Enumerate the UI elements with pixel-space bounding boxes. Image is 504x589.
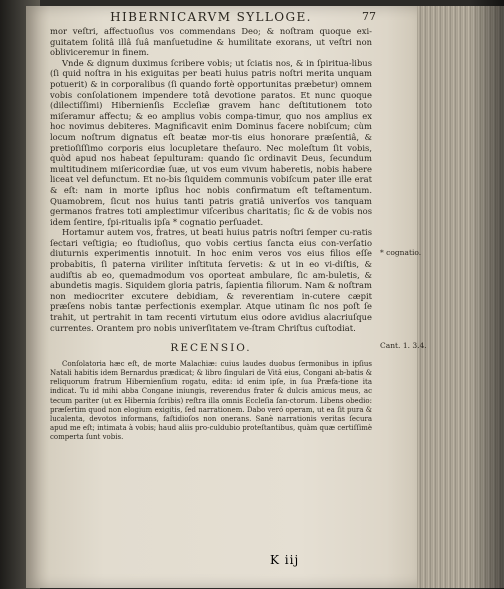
running-head-title: HIBERNICARVM SYLLOGE. [110, 10, 312, 24]
paragraph-3: Hortamur autem vos, fratres, ut beati huius patris noſtri ſemper cu-ratis ſectari veſtigia; eo ſtudioſius, quo vobis certius ſancta eius con-verſatio diuturnis experimentis innotuit. In hoc enim veros vos eius filios eſſe probabitis, ſi paterna viriliter inſtituta ſervetis: & ut in eo vi-diſtis, & audiſtis ab eo, quemadmodum vos oporteat ambulare, ſic am-buletis, & abundetis magis. Siquidem gloria patris, ſapientia filiorum. Nam & noſtram non mediocriter excutere debidiam, & reverentiam in-cutere cæpit præſens nobis tantæ perfectionis exemplar. Atque utinam ſic nos poſt ſe trahit, ut pertrahit in tam recenti virtutum eius odore avidius alacriuſque currentes. Orantem pro nobis univerſitatem ve-ſtram Chriſtus cuſtodiat. [50, 227, 372, 333]
section-title: RECENSIO. [170, 342, 252, 355]
recensio-summary: Conſolatoria hæc eſt, de morte Malachiæ: cuius laudes duobus ſermonibus in ipſius Natali habitis idem Bernardus prædicat; & libro ſingulari de Vitâ eius, Congani ab-batis & reliquorum fratrum Hibernienſium rogatu, edita: id enim ipſe, in ſua Præfa-tione ita indicat. Tu id mihi abba Congane iniungis, reverendus frater & dulcis amicus meus, ac tecum pariter (ut ex Hibernia ſcribis) reſtra illa omnis Eccleſia ſan-ctorum. Libens obedio: præſertim quod non elogium exigitis, ſed narrationem. Dabo veró operam, ut ea ſit pura & lucalenta, devotos informans, faſtidioſos non onerans. Sanè narrationis veritas ſecura apud me eſt; intimata à vobis; haud aliis pro-culdubio proteſtantibus, quàm quæ certiſſimè comperta ſunt vobis. [50, 359, 372, 442]
margin-note-cognatio: * cognatio. [380, 248, 422, 257]
margin-note-canticle: Cant. 1. 3.4. [380, 341, 427, 350]
running-head [50, 8, 376, 26]
signature-mark: K iij [270, 553, 300, 567]
paragraph-2: Vnde & dignum duximus ſcribere vobis; ut ſciatis nos, & in ſpiritua-libus (ſi quid noſtra in his exiguitas per beati huius patris noſtri merita unquam potuerit) & in corporalibus (ſi quando fortè opportunitas præbetur) omnem vobis conſolationem impendere totâ devotione paratos. Et nunc quoque (dilectiſſimi) Hibernienſis Eccleſiæ gravem hanc deſtitutionem toto miſeramur affectu; & eo amplius vobis compa-timur, quo nos amplius ex hoc novimus debiteres. Magnificavit enim Dominus facere nobiſcum; cùm locum noſtrum dignatus eſt beatæ mor-tis eius honorare præſentiâ, & pretioſiſſimo corporis eius locupletare theſauro. Nec moleſtum ſit vobis, quòd apud nos habeat ſepulturam: quando ſic ordinavit Deus, ſecundum multitudinem miſericordiæ ſuæ, ut vos eum vivum haberetis, nobis habere liceat vel defunctum. Et no-bis ſiquidem communis vobiſcum pater ille erat & eſt: nam in morte ipſius hoc nobis confirmatum eſt teſtamentum. Quamobrem, ſicut nos huius tanti patris gratiâ univerſos vos tanquam germanos fratres toti ampleɛtimur viſceribus charitatis; ſic & de vobis nos idem ſentire, ſpi-ritualis ipſa * cognatio perſuadet. [50, 57, 372, 227]
page-number: 77 [362, 10, 376, 23]
page-content [50, 8, 427, 443]
edge-shadow [470, 0, 504, 589]
paragraph-1: mor veſtri, affectuoſius vos commendans Deo; & noſtram quoque exi-guitatem ſolitâ illâ ſuâ manſuetudine & humilitate exorans, ut veſtri non obliviceremur in finem. [50, 26, 372, 58]
